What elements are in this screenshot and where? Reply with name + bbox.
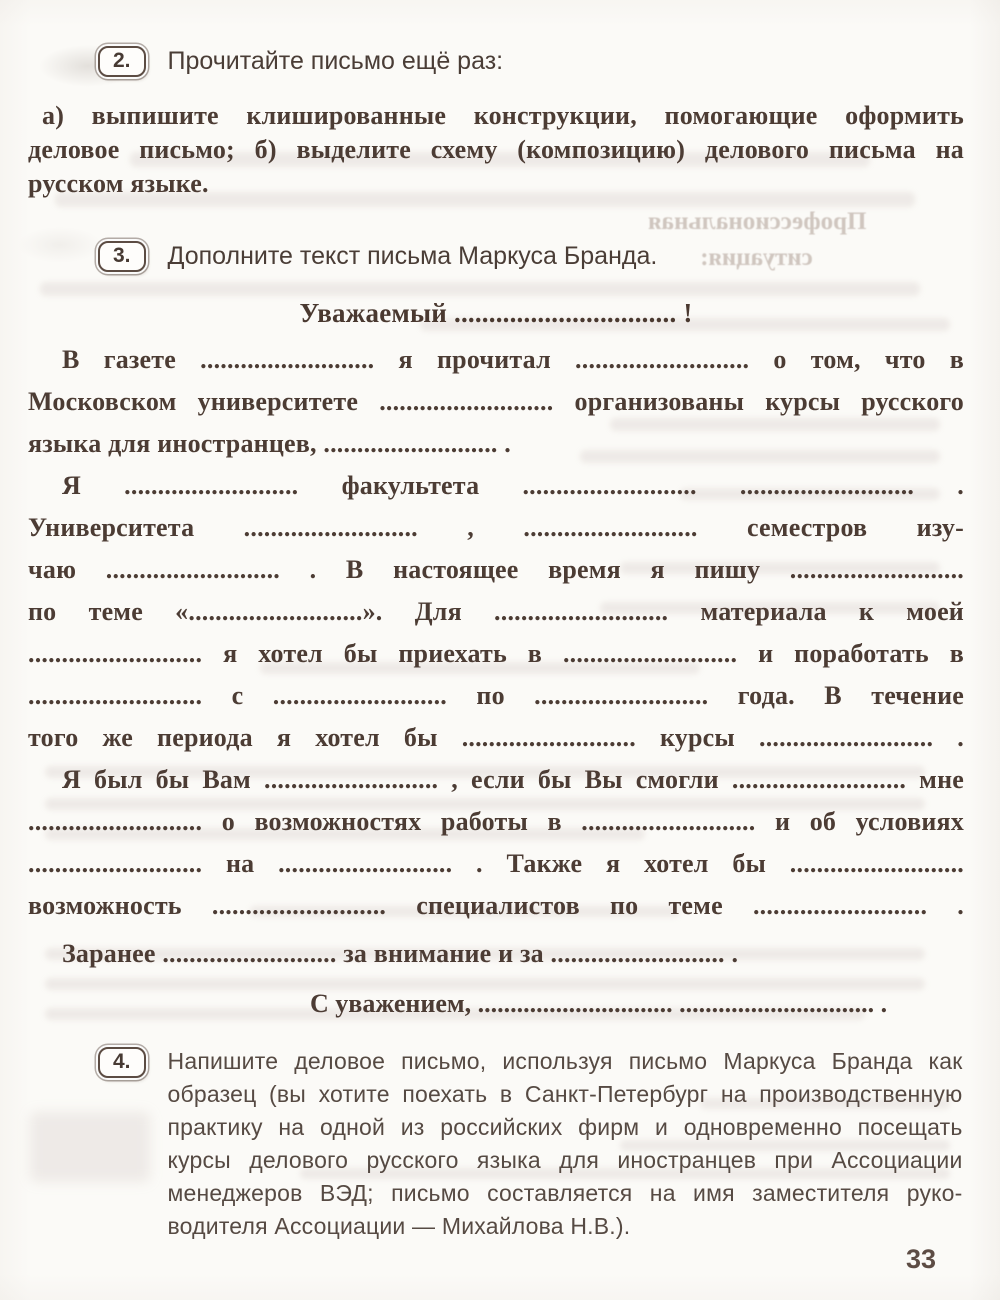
bleedthrough-text: ситуация:	[700, 244, 813, 271]
exercise-4	[28, 1045, 964, 1243]
exercise-2-number-badge: 2.	[98, 46, 146, 77]
letter-line: того же периода я хотел бы .......................... курсы .......................... .	[28, 723, 964, 753]
text-line: деловое письмо; б) выделите схему (композицию) делового письма на	[28, 135, 964, 165]
text-line: а) выпишите клишированные конструкции, помогающие оформить	[42, 101, 964, 131]
text-line: менеджеров ВЭД; письмо составляется на имя заместителя руко-	[167, 1180, 963, 1207]
letter-line: языка для иностранцев, .......................... .	[28, 429, 511, 459]
letter-line: возможность .......................... специалистов по теме .......................... .	[28, 891, 964, 921]
exercise-4-number-badge: 4.	[98, 1047, 146, 1078]
text-line: курсы делового русского языка для иностранцев при Ассоциации	[167, 1147, 963, 1174]
letter-line: чаю .......................... . В настоящее время я пишу ..........................	[28, 555, 964, 585]
letter-line: .......................... с .......................... по .......................... года. В течение	[28, 681, 964, 711]
exercise-2-header	[28, 46, 964, 77]
exercise-4-instructions	[168, 1045, 963, 1243]
letter-line: Московском университете .......................... организованы курсы русского	[28, 387, 964, 417]
exercise-3-title: Дополните текст письма Маркуса Бранда.	[167, 242, 658, 271]
text-line: водителя Ассоциации — Михайлова Н.В.).	[167, 1213, 631, 1240]
exercise-2-instructions	[28, 99, 964, 201]
page-number: 33	[905, 1244, 936, 1274]
exercise-3-number-badge: 3.	[98, 241, 146, 272]
letter-salutation: Уважаемый ................................ !	[299, 298, 693, 329]
bleedthrough-text: Профессиональная	[648, 208, 867, 235]
letter-body	[28, 339, 964, 975]
text-line: образец (вы хотите поехать в Санкт-Петербург на производственную	[167, 1081, 963, 1108]
text-line: Напишите деловое письмо, используя письмо Маркуса Бранда как	[167, 1048, 963, 1075]
letter-line: по теме «..........................». Для .......................... материала к моей	[28, 597, 964, 627]
letter-line: .......................... на .......................... . Также я хотел бы ..........................	[28, 849, 964, 879]
exercise-3-header	[28, 241, 964, 272]
letter-line: .......................... я хотел бы приехать в .......................... и поработать в	[28, 639, 964, 669]
letter-line: Я .......................... факультета .......................... .......................... .	[62, 471, 964, 501]
text-line: русском языке.	[28, 169, 209, 199]
exercise-2-title: Прочитайте письмо ещё раз:	[167, 47, 504, 76]
letter-line: Я был бы Вам .......................... , если бы Вы смогли .......................... мне	[62, 765, 964, 795]
letter-signoff: С уважением, .............................. .............................. .	[310, 989, 888, 1019]
letter-line: Университета .......................... , .......................... семестров изу-	[28, 513, 964, 543]
letter-line: Заранее .......................... за внимание и за .......................... .	[62, 939, 739, 969]
text-line: практику на одной из российских фирм и одновременно посещать	[167, 1114, 963, 1141]
page-content	[28, 0, 964, 1243]
letter-line: В газете .......................... я прочитал .......................... о том, что в	[62, 345, 964, 375]
letter-line: .......................... о возможностях работы в .......................... и об условиях	[28, 807, 964, 837]
